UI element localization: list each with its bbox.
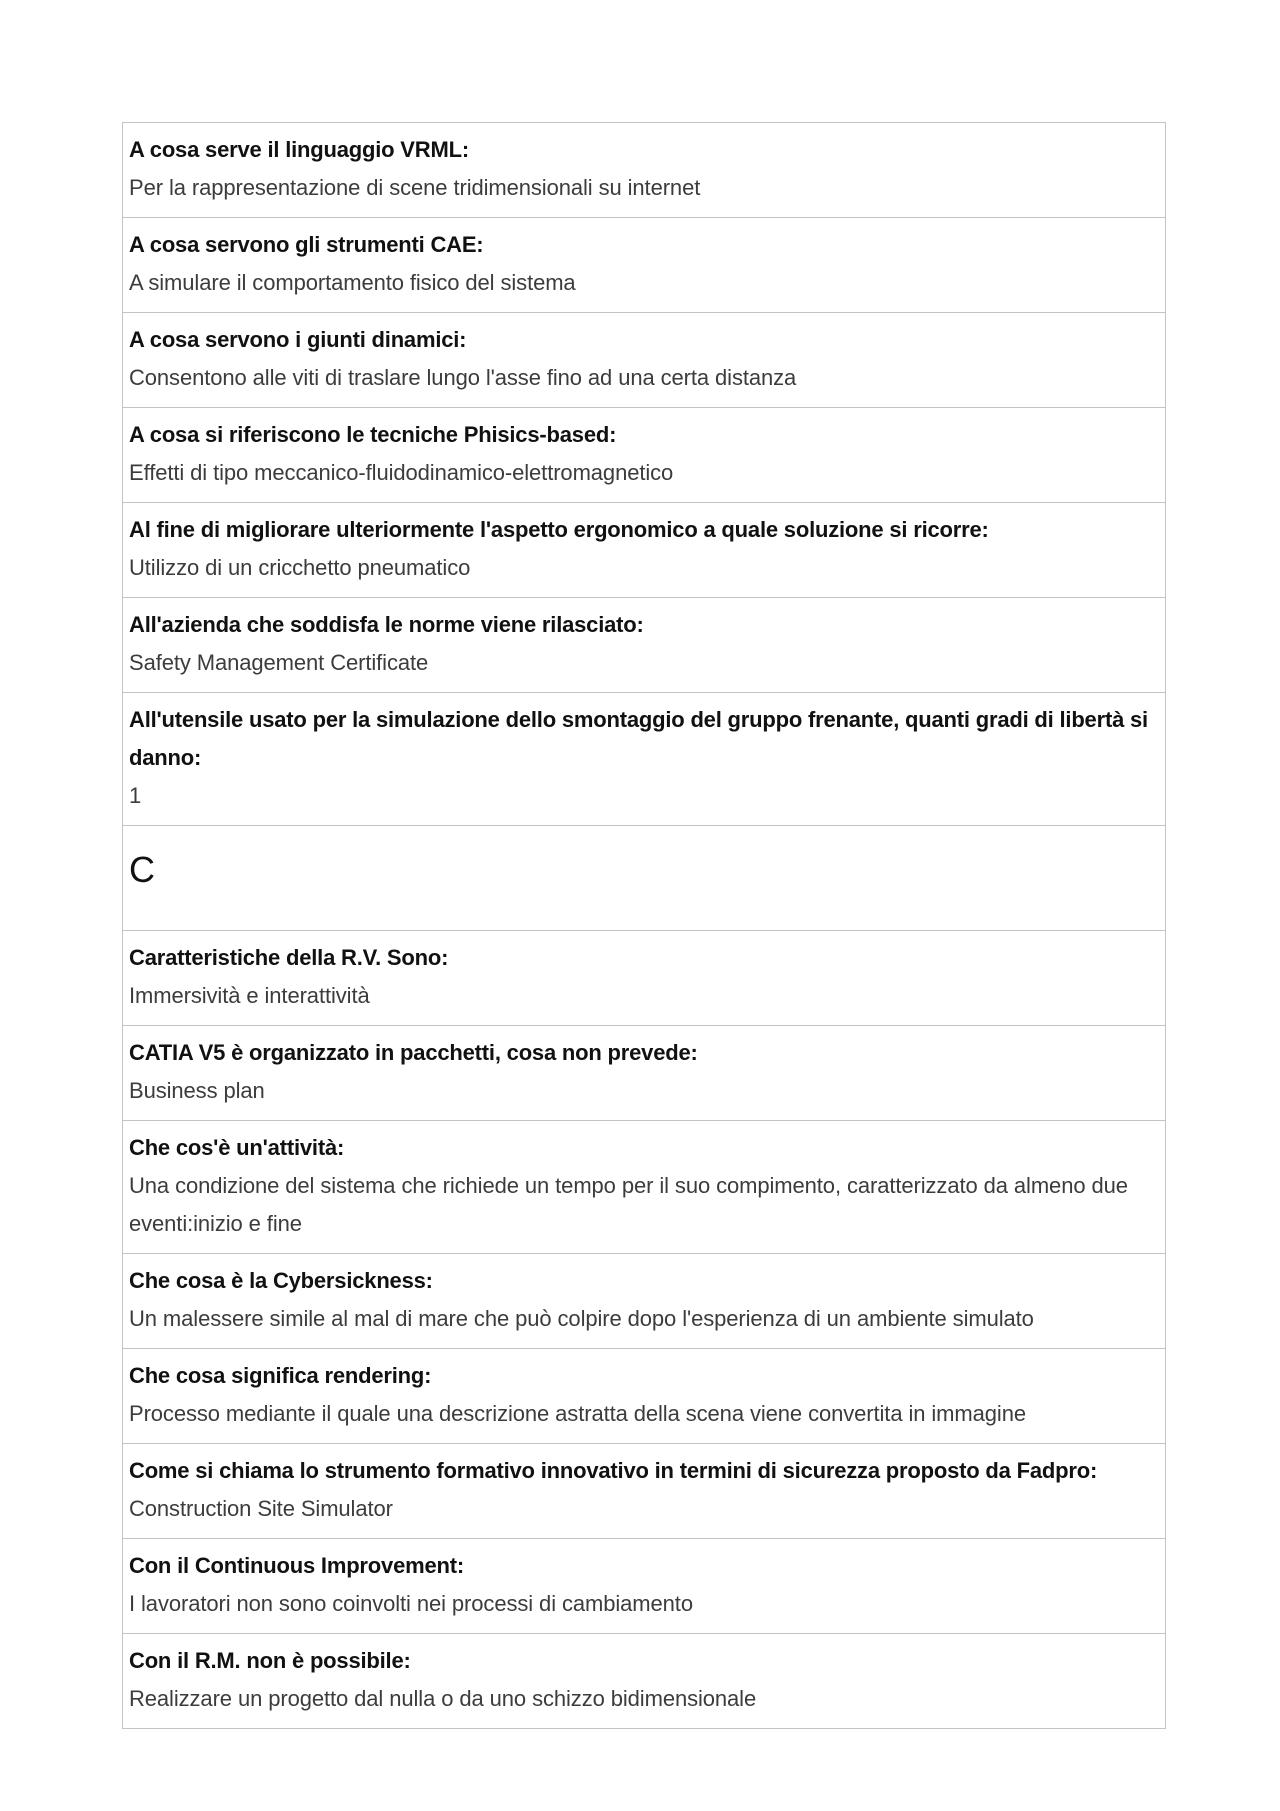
answer-text: Immersività e interattività (129, 983, 370, 1008)
qa-cell (123, 408, 1166, 503)
table-row (123, 598, 1166, 693)
question-text: A cosa si riferiscono le tecniche Phisics-based: (129, 422, 617, 447)
table-row (123, 1121, 1166, 1254)
section-row (123, 826, 1166, 931)
table-row (123, 313, 1166, 408)
section-heading: C (129, 849, 155, 890)
answer-text: Realizzare un progetto dal nulla o da uno schizzo bidimensionale (129, 1686, 757, 1711)
qa-table (122, 122, 1166, 1729)
qa-cell (123, 503, 1166, 598)
answer-text: Per la rappresentazione di scene tridimensionali su internet (129, 175, 701, 200)
qa-cell (123, 1444, 1166, 1539)
table-row (123, 693, 1166, 826)
question-text: All'utensile usato per la simulazione dello smontaggio del gruppo frenante, quanti gradi di libertà si danno: (129, 707, 1148, 770)
question-text: Con il R.M. non è possibile: (129, 1648, 411, 1673)
question-text: Che cosa è la Cybersickness: (129, 1268, 433, 1293)
table-row (123, 1539, 1166, 1634)
answer-text: Processo mediante il quale una descrizione astratta della scena viene convertita in immagine (129, 1401, 1026, 1426)
answer-text: Business plan (129, 1078, 265, 1103)
question-text: All'azienda che soddisfa le norme viene rilasciato: (129, 612, 644, 637)
question-text: CATIA V5 è organizzato in pacchetti, cosa non prevede: (129, 1040, 698, 1065)
table-row (123, 1634, 1166, 1729)
question-text: Caratteristiche della R.V. Sono: (129, 945, 449, 970)
question-text: Come si chiama lo strumento formativo innovativo in termini di sicurezza proposto da Fadpro: (129, 1458, 1098, 1483)
answer-text: Una condizione del sistema che richiede un tempo per il suo compimento, caratterizzato da almeno due eventi:inizio e fine (129, 1173, 1128, 1236)
question-text: A cosa servono gli strumenti CAE: (129, 232, 484, 257)
table-row (123, 1349, 1166, 1444)
answer-text: Safety Management Certificate (129, 650, 429, 675)
answer-text: Un malessere simile al mal di mare che può colpire dopo l'esperienza di un ambiente simulato (129, 1306, 1034, 1331)
question-text: Che cos'è un'attività: (129, 1135, 345, 1160)
qa-cell (123, 931, 1166, 1026)
table-row (123, 218, 1166, 313)
qa-cell (123, 1121, 1166, 1254)
table-row (123, 1444, 1166, 1539)
answer-text: Consentono alle viti di traslare lungo l'asse fino ad una certa distanza (129, 365, 797, 390)
answer-text: I lavoratori non sono coinvolti nei processi di cambiamento (129, 1591, 693, 1616)
question-text: A cosa serve il linguaggio VRML: (129, 137, 469, 162)
table-row (123, 123, 1166, 218)
question-text: Al fine di migliorare ulteriormente l'aspetto ergonomico a quale soluzione si ricorre: (129, 517, 989, 542)
table-row (123, 1254, 1166, 1349)
question-text: Che cosa significa rendering: (129, 1363, 432, 1388)
qa-cell (123, 1026, 1166, 1121)
qa-cell (123, 123, 1166, 218)
qa-cell (123, 313, 1166, 408)
table-row (123, 931, 1166, 1026)
qa-cell (123, 1349, 1166, 1444)
answer-text: Utilizzo di un cricchetto pneumatico (129, 555, 471, 580)
section-cell (123, 826, 1166, 931)
question-text: Con il Continuous Improvement: (129, 1553, 464, 1578)
qa-cell (123, 693, 1166, 826)
table-row (123, 408, 1166, 503)
answer-text: A simulare il comportamento fisico del sistema (129, 270, 576, 295)
qa-cell (123, 1634, 1166, 1729)
answer-text: Construction Site Simulator (129, 1496, 393, 1521)
qa-cell (123, 598, 1166, 693)
question-text: A cosa servono i giunti dinamici: (129, 327, 467, 352)
answer-text: 1 (129, 783, 142, 808)
qa-cell (123, 1254, 1166, 1349)
answer-text: Effetti di tipo meccanico-fluidodinamico-elettromagnetico (129, 460, 674, 485)
table-row (123, 503, 1166, 598)
qa-cell (123, 218, 1166, 313)
qa-cell (123, 1539, 1166, 1634)
table-row (123, 1026, 1166, 1121)
